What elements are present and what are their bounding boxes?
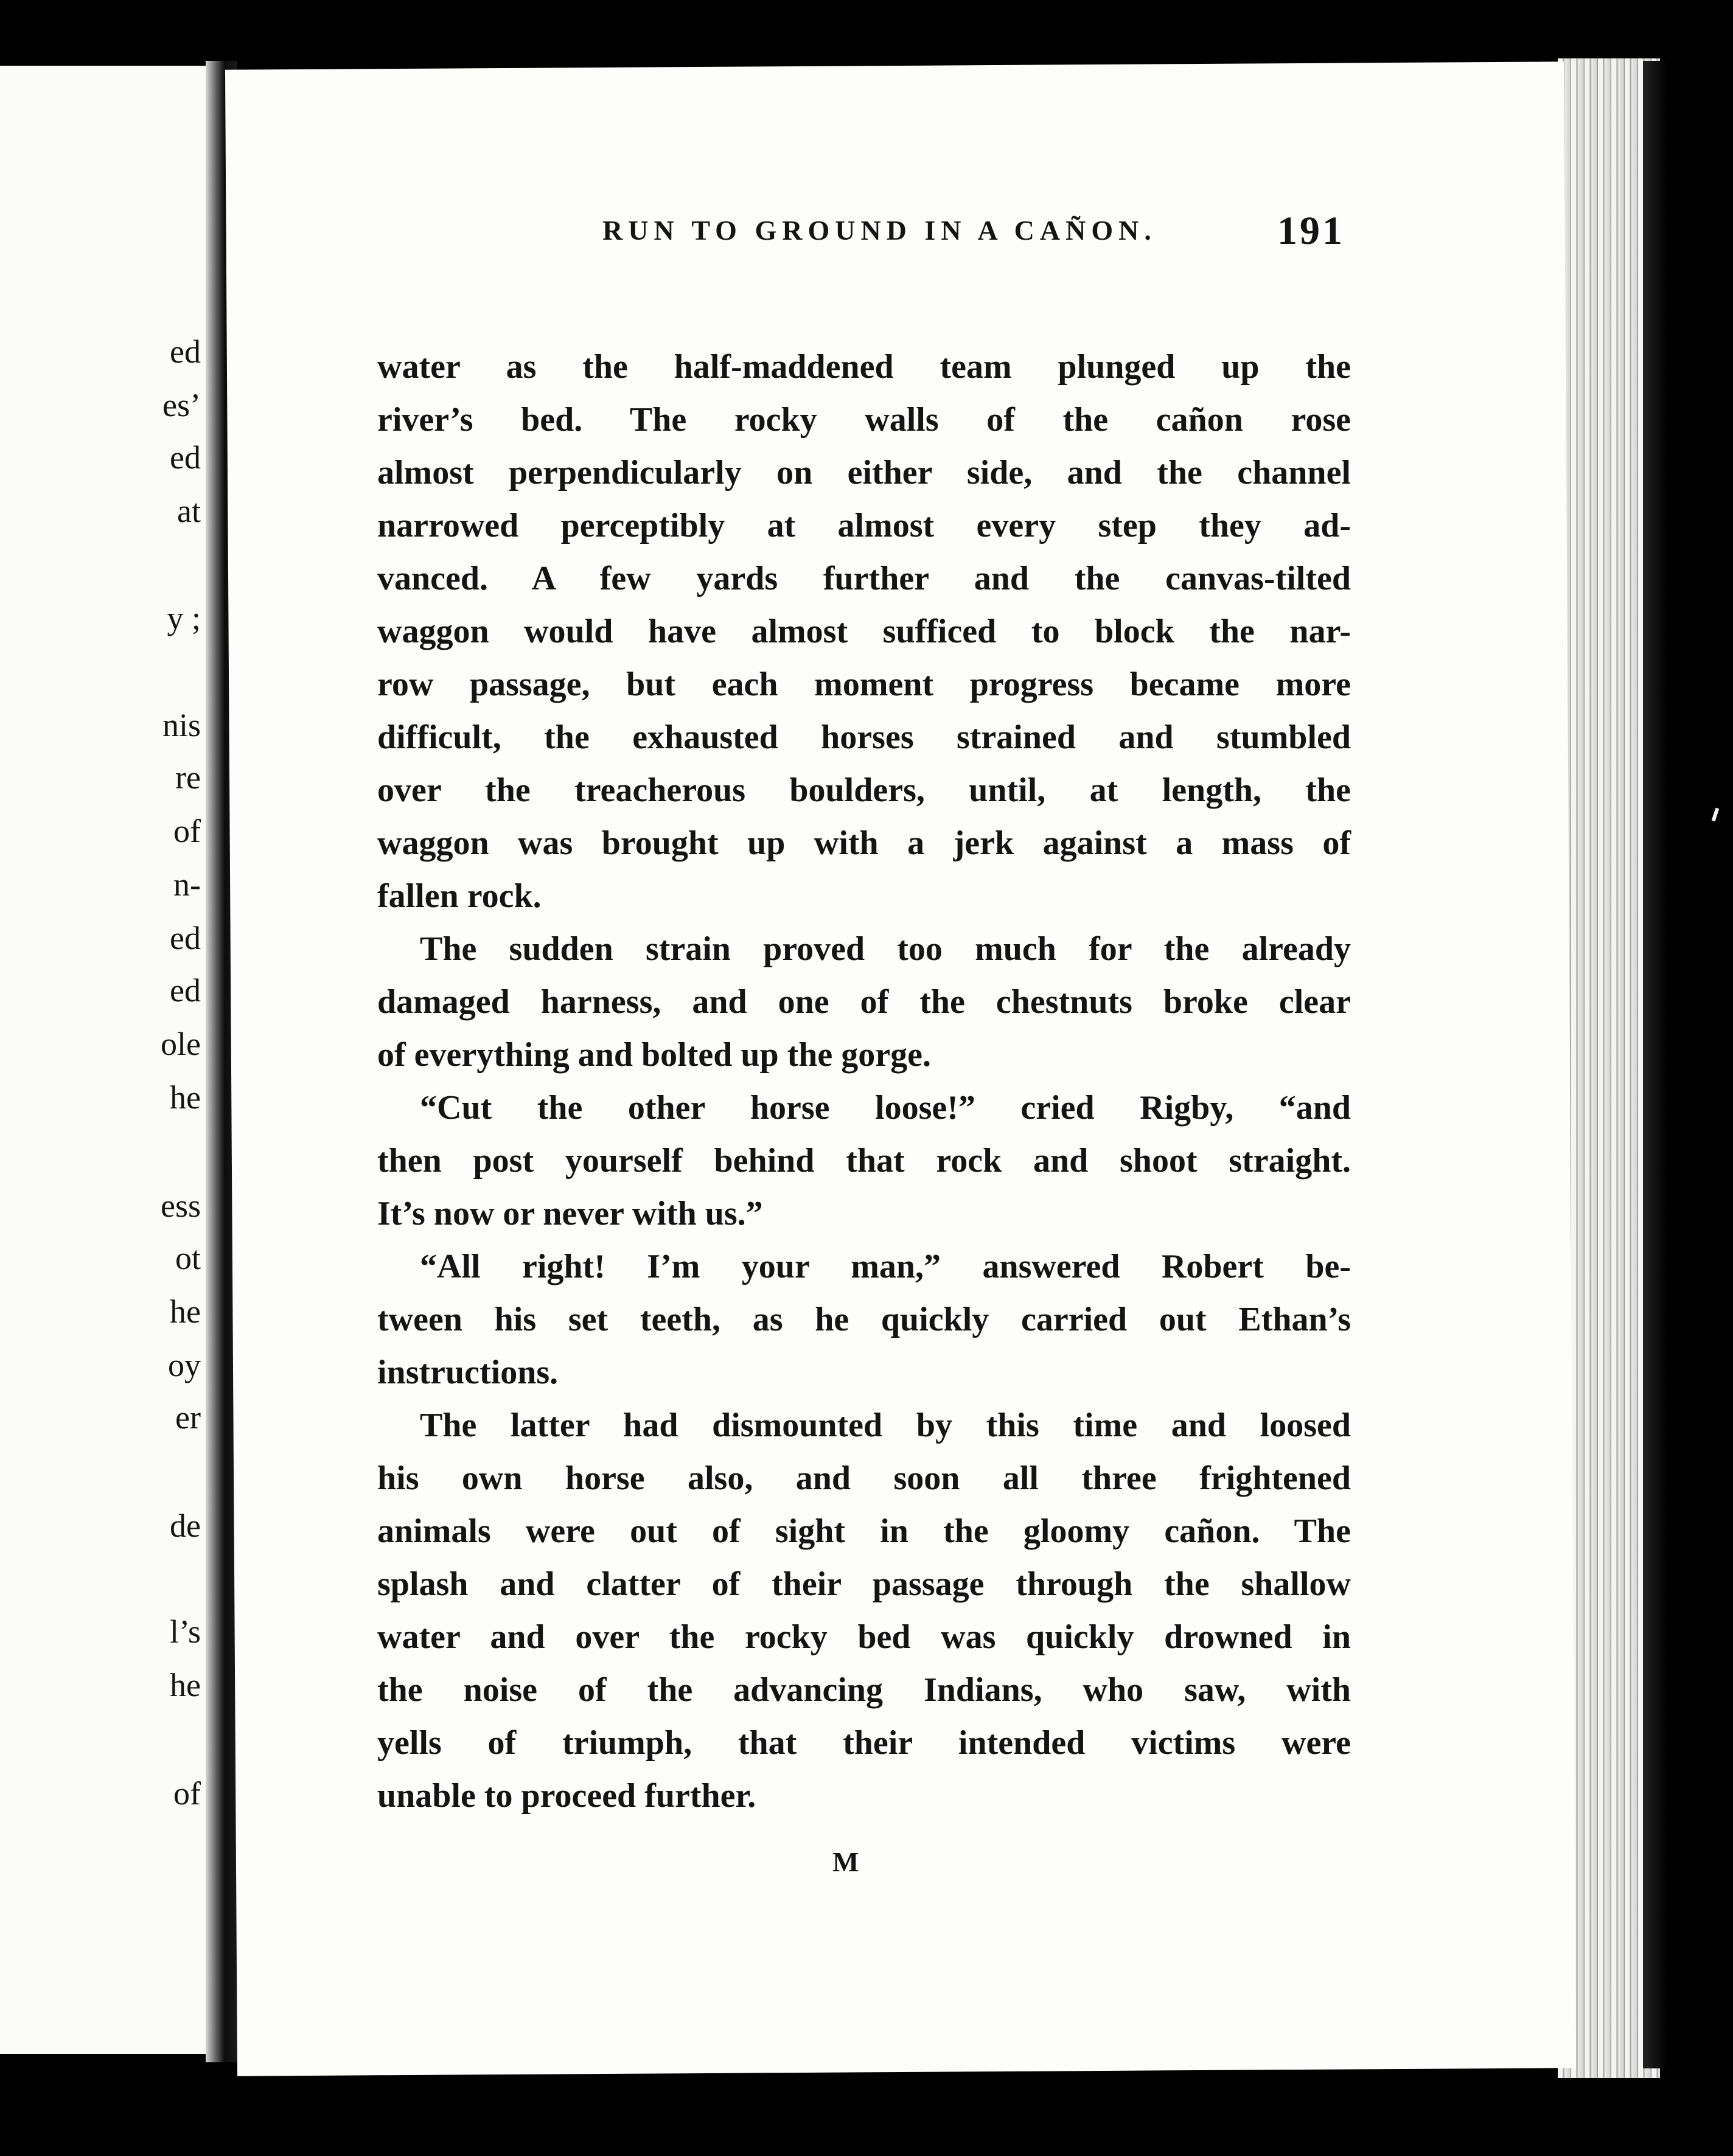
signature-mark: M [832,1846,860,1877]
text-line: water and over the rocky bed was quickly drowned in [377,1618,1351,1656]
text-line: instructions. [377,1354,559,1391]
text-line: The sudden strain proved too much for the already [420,930,1351,968]
text-line: “All right! I’m your man,” answered Robert be- [420,1248,1351,1285]
page-number: 191 [1277,209,1345,253]
text-line: “Cut the other horse loose!” cried Rigby, “and [420,1089,1351,1127]
text-line: narrowed perceptibly at almost every step they ad- [377,507,1351,544]
text-line: difficult, the exhausted horses strained and stumbled [377,718,1351,756]
text-line: water as the half-maddened team plunged up the [377,348,1351,386]
body-text [377,341,1351,1823]
text-line: waggon would have almost sufficed to block the nar- [377,613,1351,650]
text-line: almost perpendicularly on either side, and the channel [377,454,1351,492]
text-line: damaged harness, and one of the chestnuts broke clear [377,983,1351,1021]
text-line: of everything and bolted up the gorge. [377,1036,931,1074]
running-title: RUN TO GROUND IN A CAÑON. [602,215,1157,246]
text-line: his own horse also, and soon all three frightened [377,1459,1351,1497]
text-line: The latter had dismounted by this time and loosed [420,1407,1351,1444]
text-line: row passage, but each moment progress became more [377,666,1351,703]
facing-page-fragment: ed es’ ed at y ; nis re of n- ed ed ole he ess ot he oy er de l’s he of [0,66,206,2054]
text-line: over the treacherous boulders, until, at length, the [377,771,1351,809]
text-line: river’s bed. The rocky walls of the cañon rose [377,401,1351,439]
page-edges-shadow [1643,61,1667,2068]
text-line: fallen rock. [377,877,542,915]
text-line: vanced. A few yards further and the canvas-tilted [377,560,1351,597]
text-line: tween his set teeth, as he quickly carried out Ethan’s [377,1301,1351,1338]
text-line: animals were out of sight in the gloomy cañon. The [377,1512,1351,1550]
text-line: yells of triumph, that their intended victims were [377,1724,1351,1762]
text-line: waggon was brought up with a jerk against a mass of [377,824,1351,862]
text-line: unable to proceed further. [377,1777,756,1815]
text-line: then post yourself behind that rock and shoot straight. [377,1142,1351,1180]
text-line: the noise of the advancing Indians, who saw, with [377,1671,1351,1709]
text-line: splash and clatter of their passage through the shallow [377,1565,1351,1603]
scan-speck [1712,808,1720,822]
running-head [371,208,1345,263]
text-line: It’s now or never with us.” [377,1195,763,1233]
